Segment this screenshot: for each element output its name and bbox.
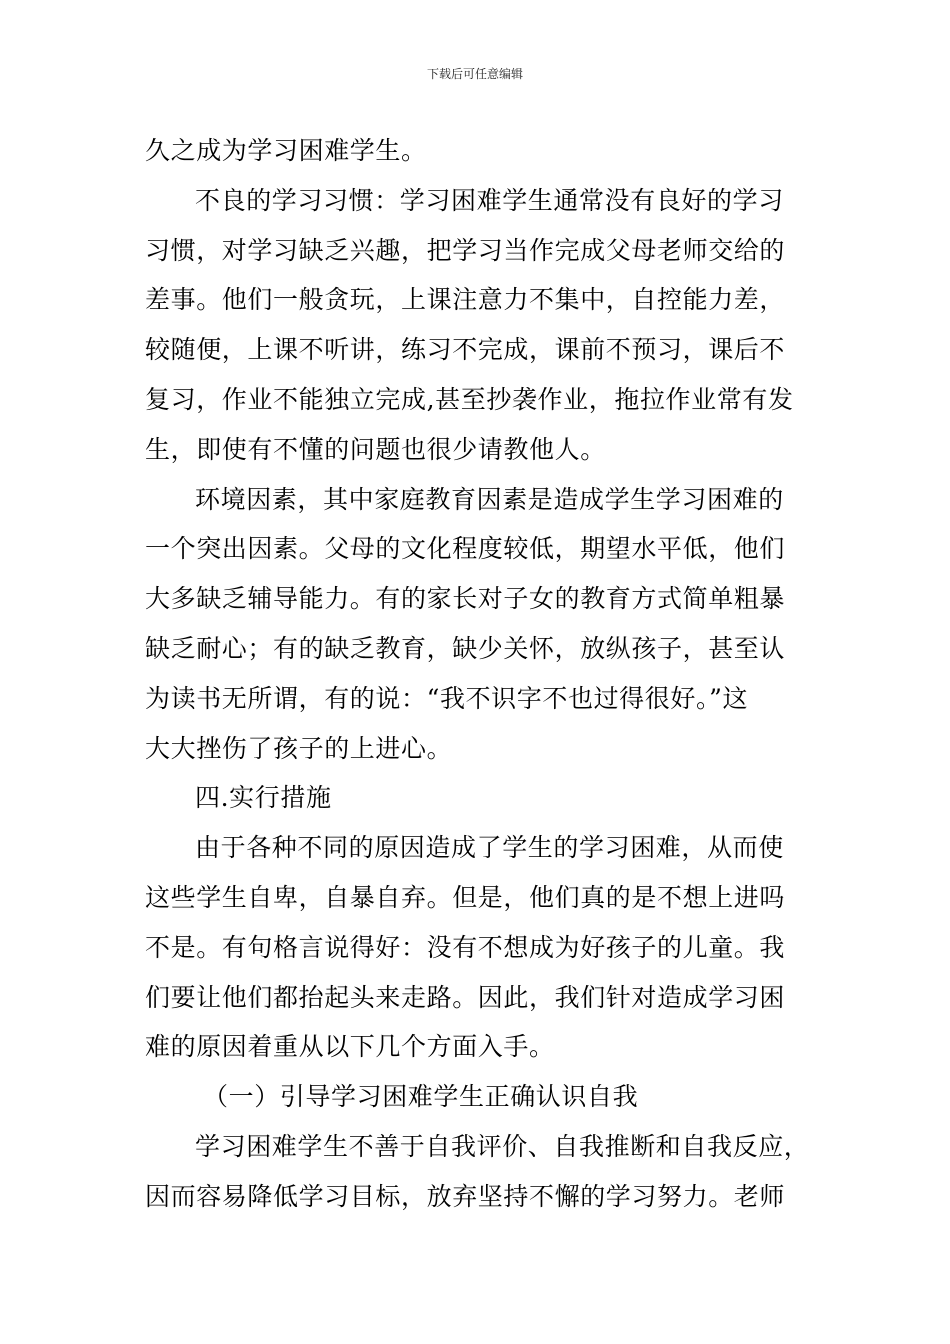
paragraph-line: 为读书无所谓，有的说：“我不识字不也过得很好。”这 xyxy=(145,683,749,713)
paragraph-line: 们要让他们都抬起头来走路。因此，我们针对造成学习困 xyxy=(145,982,786,1012)
paragraph-line: 生，即使有不懂的问题也很少请教他人。 xyxy=(145,434,606,464)
paragraph-line: 缺乏耐心；有的缺乏教育，缺少关怀，放纵孩子，甚至认 xyxy=(145,633,786,663)
subsection-heading: （一）引导学习困难学生正确认识自我 xyxy=(203,1082,639,1112)
paragraph-line: 不是。有句格言说得好：没有不想成为好孩子的儿童。我 xyxy=(145,932,786,962)
paragraph-line: 因而容易降低学习目标，放弃坚持不懈的学习努力。老师 xyxy=(145,1181,786,1211)
section-heading: 四.实行措施 xyxy=(195,783,332,813)
paragraph-line: 习惯，对学习缺乏兴趣，把学习当作完成父母老师交给的 xyxy=(145,235,786,265)
paragraph-line: 大大挫伤了孩子的上进心。 xyxy=(145,733,453,763)
paragraph-line: 环境因素，其中家庭教育因素是造成学生学习困难的 xyxy=(195,484,784,514)
page-header-note: 下载后可任意编辑 xyxy=(426,67,523,81)
paragraph-line: 复习，作业不能独立完成,甚至抄袭作业，拖拉作业常有发 xyxy=(145,384,794,414)
paragraph-line: 一个突出因素。父母的文化程度较低，期望水平低，他们 xyxy=(145,534,786,564)
paragraph-line: 学习困难学生不善于自我评价、自我推断和自我反应， xyxy=(195,1131,810,1161)
document-body xyxy=(145,126,810,1222)
paragraph-line: 由于各种不同的原因造成了学生的学习困难，从而使 xyxy=(195,833,784,863)
paragraph-line: 较随便，上课不听讲，练习不完成，课前不预习，课后不 xyxy=(145,335,786,365)
paragraph-line: 难的原因着重从以下几个方面入手。 xyxy=(145,1032,555,1062)
paragraph-line: 大多缺乏辅导能力。有的家长对子女的教育方式简单粗暴 xyxy=(145,584,786,614)
paragraph-line: 久之成为学习困难学生。 xyxy=(145,136,427,165)
paragraph-line: 这些学生自卑，自暴自弃。但是，他们真的是不想上进吗 xyxy=(145,882,786,912)
paragraph-line: 不良的学习习惯：学习困难学生通常没有良好的学习 xyxy=(195,185,784,215)
paragraph-line: 差事。他们一般贪玩，上课注意力不集中，自控能力差， xyxy=(145,285,786,315)
